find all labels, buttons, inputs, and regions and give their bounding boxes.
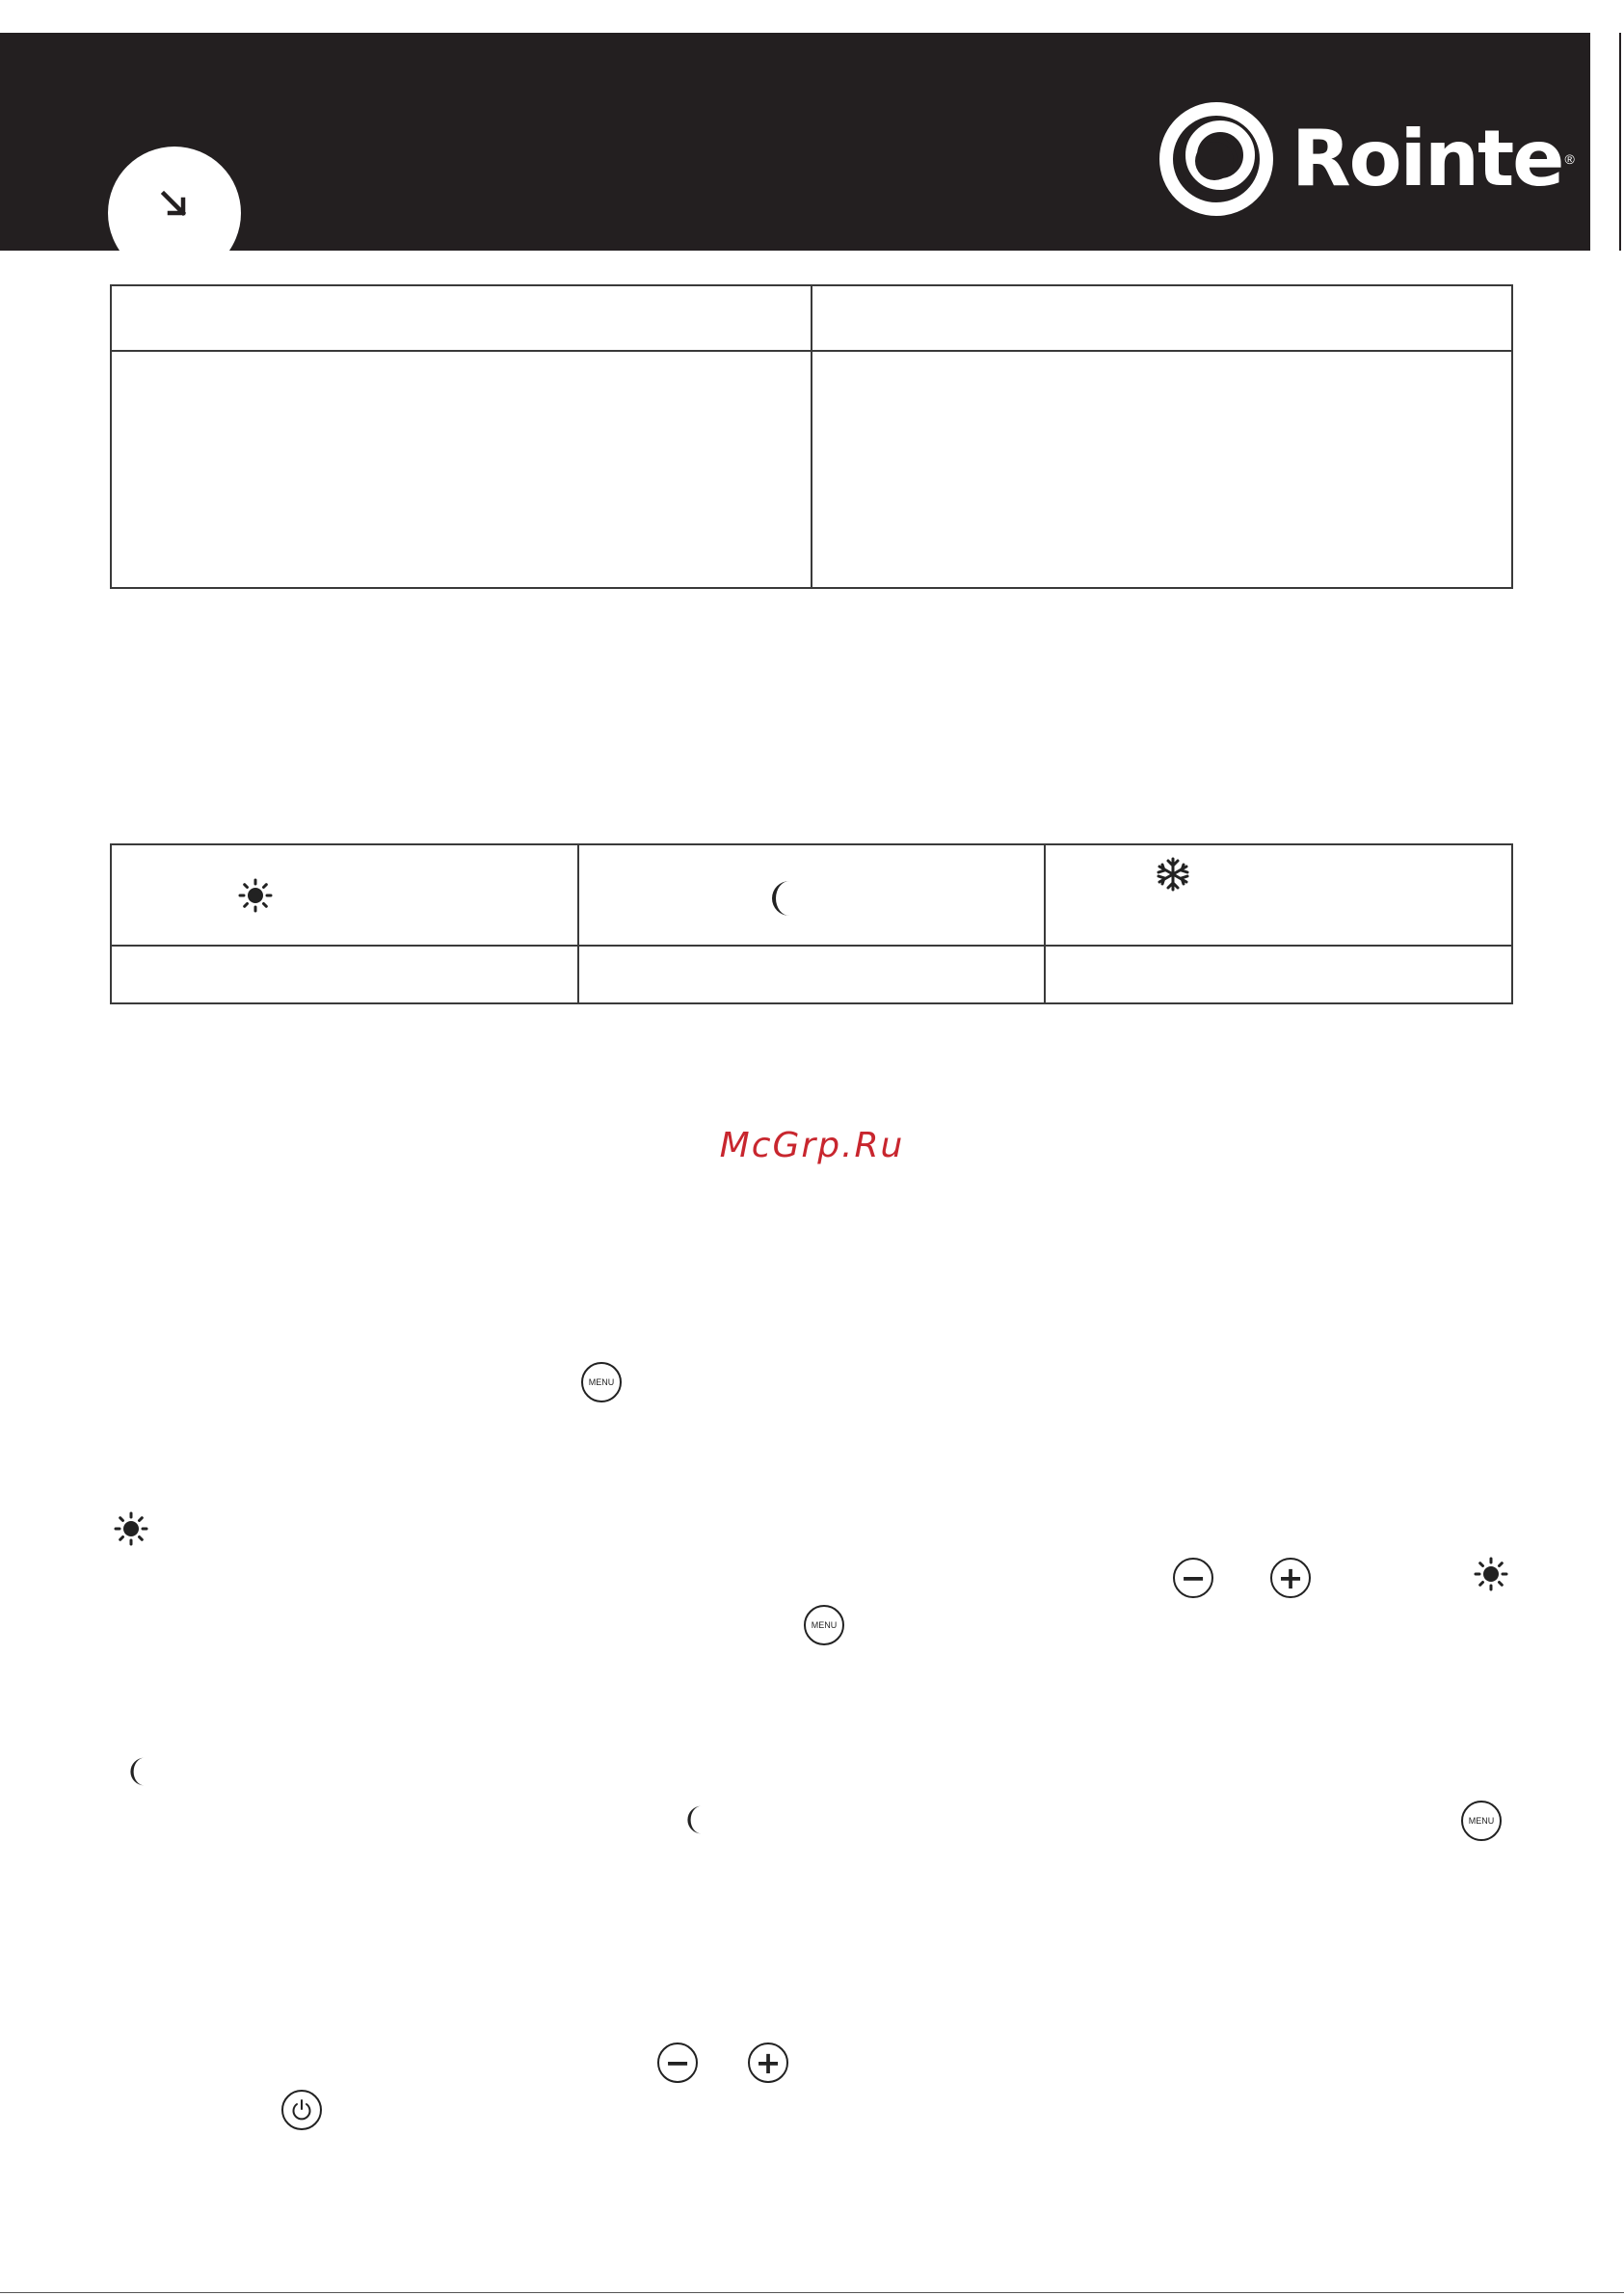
minus-button-label: − [1180,1560,1207,1596]
power-button[interactable] [281,2090,322,2130]
brand-logo [1157,96,1575,222]
mode-comfort-header [111,844,578,946]
plus-button-label: + [1277,1560,1304,1596]
watermark: McGrp.Ru [719,1126,905,1165]
moon-icon [768,879,799,918]
menu-button-label: MENU [1468,1816,1495,1826]
arrow-down-right-icon [158,188,191,221]
menu-button[interactable] [581,1362,622,1402]
mode-antifreeze-header [1045,844,1512,946]
sun-icon [1474,1557,1508,1591]
brand-registered: ® [1564,151,1575,167]
snowflake-icon [1157,857,1189,892]
minus-button[interactable] [657,2042,698,2083]
minus-button-label: − [664,2044,691,2081]
page-bottom-rule [0,2292,1624,2293]
plus-button-label: + [755,2044,782,2081]
plus-button[interactable] [748,2042,788,2083]
power-icon [289,2097,314,2122]
table-cell [111,351,812,588]
table-cell [111,946,578,1003]
section-badge [108,147,241,280]
sun-icon [238,878,273,913]
minus-button[interactable] [1173,1558,1213,1598]
plus-button[interactable] [1270,1558,1311,1598]
moon-icon [127,1756,152,1787]
menu-button[interactable] [1461,1801,1502,1841]
info-table [110,284,1513,589]
table-cell [812,285,1512,351]
rointe-logo-icon [1157,99,1276,219]
table-cell [578,946,1046,1003]
mode-eco-header [578,844,1046,946]
table-cell [111,285,812,351]
menu-button-label: MENU [588,1377,615,1387]
moon-icon [684,1804,709,1835]
table-cell [1045,946,1512,1003]
modes-table [110,843,1513,1004]
table-cell [812,351,1512,588]
sun-icon [114,1511,148,1546]
menu-button[interactable] [804,1605,844,1645]
brand-name: Rointe [1291,114,1563,203]
menu-button-label: MENU [811,1620,838,1630]
header-edge [1619,33,1621,251]
